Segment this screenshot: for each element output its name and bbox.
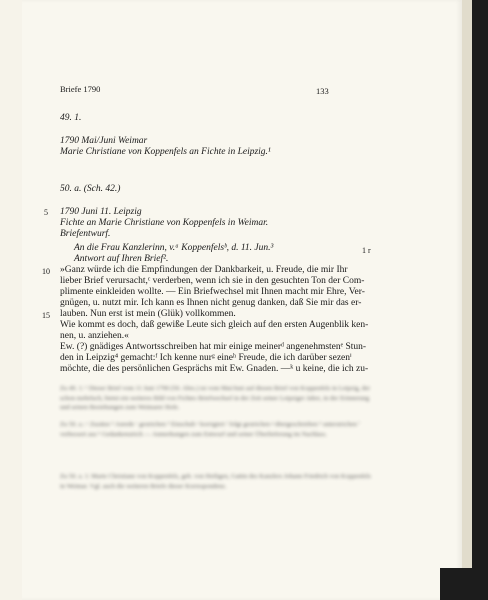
entry-50-title: Fichte an Marie Christiane von Koppenfels in Weimar. bbox=[60, 218, 269, 228]
body-line: »Ganz würde ich die Empfindungen der Dankbarkeit, u. Freude, die mir Ihr bbox=[60, 265, 348, 275]
folio-margin-note: 1 r bbox=[362, 246, 371, 255]
entry-50-number: 50. a. (Sch. 42.) bbox=[60, 184, 121, 194]
scan-dark-edge bbox=[472, 0, 488, 600]
entry-49-title: Marie Christiane von Koppenfels an Fichte in Leipzig.¹ bbox=[60, 147, 271, 157]
line-number-15: 15 bbox=[42, 311, 50, 320]
footnote-block-2: Zu 50. a.: ᵃ Zusätze ᵇ Anrede ᶜ gestrichen ᵈ Einschub ᵉ korrigiert ᶠ folgt gestrichen ᵍ übergeschrieben ʰ unterstrichen ⁱ verbessert aus ᵏ Gedankenstrich — Anmerkungen zum Entwurf und seiner Überlieferung im Nachlass. bbox=[60, 421, 360, 438]
body-line: gnügen, u. nutzt mir. Ich kann es Ihnen nicht genug danken, daß Sie mir das er- bbox=[60, 298, 362, 308]
body-line: möchte, die des persönlichen Gesprächs mit Ew. Gnaden. —ᵏ u keine, die ich zu- bbox=[60, 364, 369, 374]
running-title: Briefe 1790 bbox=[60, 84, 101, 94]
body-line: lauben. Nun erst ist mein (Glük) vollkommen. bbox=[60, 309, 236, 319]
scan-dark-corner bbox=[440, 568, 488, 600]
entry-49-number: 49. 1. bbox=[60, 113, 82, 123]
footnote-block-1: Zu 49. 1: ¹ Dieser Brief vom 11 Juni 1790 (50. Abrs.) ist vom Mai/Juni auf diesen Brief von Koppenfels in Leipzig, der schon mehrfach, bietet ein weiteres Bild von Fichtes Briefwechsel in der Zeit seiner Leipziger Jahre, in der Erinnerung und seinen Beziehungen zum Weimarer Hofe. bbox=[60, 385, 371, 411]
body-line: plimente einkleiden wollte. — Ein Briefwechsel mit Ihnen macht mir Ehre, Ver- bbox=[60, 287, 365, 297]
body-line: nen, u. anziehen.« bbox=[60, 331, 129, 341]
entry-50-date-line: 1790 Juni 11. Leipzig bbox=[60, 207, 142, 217]
entry-49-date-line: 1790 Mai/Juni Weimar bbox=[60, 136, 148, 146]
answer-line: Antwort auf Ihren Brief². bbox=[74, 254, 169, 264]
page-number: 133 bbox=[316, 86, 329, 96]
body-line: Ew. (?) gnädiges Antwortsschreiben hat mir einige meinerᵈ angenehmstenᵉ Stun- bbox=[60, 342, 367, 352]
line-number-5: 5 bbox=[44, 208, 48, 217]
body-line: lieber Brief verursacht,ᶜ verderben, wenn ich sie in den gesuchten Ton der Com- bbox=[60, 276, 365, 286]
body-line: Wie kommt es doch, daß gewiße Leute sich gleich auf den ersten Augenblik ken- bbox=[60, 320, 369, 330]
address-line: An die Frau Kanzlerinn, v.ᵃ Koppenfelsᵇ, d. 11. Jun.³ bbox=[74, 243, 274, 253]
body-line: den in Leipzig⁴ gemacht:ᶠ Ich kenne nurᵍ eineʰ Freude, die ich darüber sezenⁱ bbox=[60, 353, 352, 363]
footnote-block-3: Zu 50. a. 1: Marie Christiane von Koppenfels, geb. von Heiligen, Gattin des Kanzlers Johann Friedrich von Koppenfels in Weimar. Vgl. auch die weiteren Briefe dieser Korrespondenz. bbox=[60, 473, 371, 490]
entry-50-subtitle: Briefentwurf. bbox=[60, 229, 111, 239]
left-page-sliver bbox=[0, 0, 23, 600]
line-number-10: 10 bbox=[42, 267, 50, 276]
